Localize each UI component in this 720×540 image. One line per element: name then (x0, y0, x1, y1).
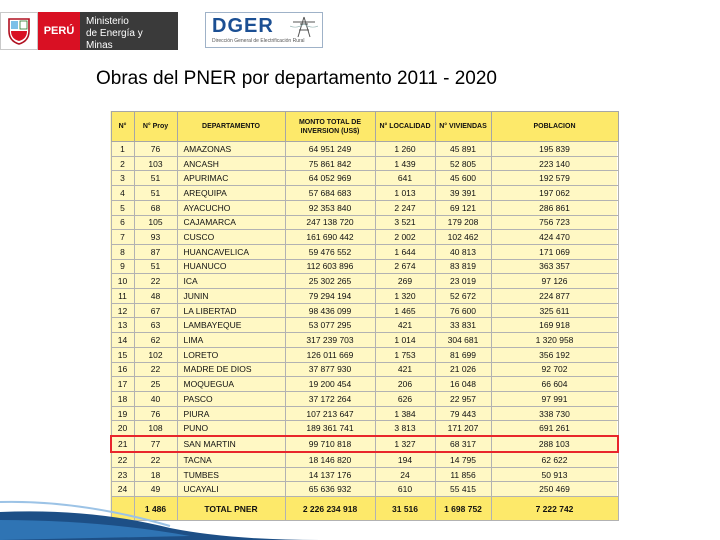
table-cell: 1 (111, 142, 134, 157)
total-cell: TOTAL PNER (177, 497, 285, 521)
table-cell: 304 681 (435, 333, 491, 348)
table-cell: 39 391 (435, 186, 491, 201)
table-cell: 25 (134, 377, 177, 392)
table-cell: PASCO (177, 391, 285, 406)
table-cell: 15 (111, 347, 134, 362)
table-cell: 1 327 (375, 436, 435, 452)
table-cell: 13 (111, 318, 134, 333)
table-cell: 126 011 669 (285, 347, 375, 362)
table-cell: 1 014 (375, 333, 435, 348)
table-cell: 107 213 647 (285, 406, 375, 421)
table-cell: 49 (134, 482, 177, 497)
table-cell: 52 672 (435, 289, 491, 304)
table-cell: 4 (111, 186, 134, 201)
table-cell: 325 611 (491, 303, 618, 318)
table-cell: 51 (134, 259, 177, 274)
table-cell: 18 (134, 467, 177, 482)
table-cell: 92 702 (491, 362, 618, 377)
table-cell: 50 913 (491, 467, 618, 482)
table-cell: 68 (134, 200, 177, 215)
table-cell: 37 877 930 (285, 362, 375, 377)
table-cell: 68 317 (435, 436, 491, 452)
table-cell: 69 121 (435, 200, 491, 215)
table-cell: 206 (375, 377, 435, 392)
table-cell: 40 (134, 391, 177, 406)
table-cell: 24 (111, 482, 134, 497)
table-cell: 1 260 (375, 142, 435, 157)
table-cell: 421 (375, 362, 435, 377)
table-cell: 105 (134, 215, 177, 230)
table-cell: 1 465 (375, 303, 435, 318)
table-cell: 610 (375, 482, 435, 497)
table-cell: PUNO (177, 421, 285, 436)
table-cell: 99 710 818 (285, 436, 375, 452)
table-cell: 1 384 (375, 406, 435, 421)
table-cell: AYACUCHO (177, 200, 285, 215)
table-cell: 76 600 (435, 303, 491, 318)
table-cell: 102 462 (435, 230, 491, 245)
table-cell: 51 (134, 171, 177, 186)
table-cell: HUANUCO (177, 259, 285, 274)
column-header: N° Proy (134, 112, 177, 142)
column-header: MONTO TOTAL DE INVERSION (US$) (285, 112, 375, 142)
table-cell: 1 644 (375, 244, 435, 259)
table-cell: 756 723 (491, 215, 618, 230)
table-cell: 363 357 (491, 259, 618, 274)
table-cell: 20 (111, 421, 134, 436)
table-cell: 18 146 820 (285, 452, 375, 467)
ministry-line-1: Ministerio (86, 16, 129, 27)
table-cell: 33 831 (435, 318, 491, 333)
table-cell: 65 636 932 (285, 482, 375, 497)
page-title: Obras del PNER por departamento 2011 - 2020 (96, 68, 497, 89)
table-cell: UCAYALI (177, 482, 285, 497)
table-cell: 103 (134, 156, 177, 171)
table-cell: AREQUIPA (177, 186, 285, 201)
table-cell: 421 (375, 318, 435, 333)
table-row (111, 406, 618, 421)
table-cell: 14 (111, 333, 134, 348)
table-cell: 195 839 (491, 142, 618, 157)
coat-of-arms-icon (0, 12, 38, 50)
table-cell: 62 (134, 333, 177, 348)
power-tower-icon (290, 16, 318, 38)
table-header-row (111, 112, 618, 142)
table-cell: 3 813 (375, 421, 435, 436)
table-cell: 75 861 842 (285, 156, 375, 171)
table-cell: 171 069 (491, 244, 618, 259)
table-cell: 62 622 (491, 452, 618, 467)
table-cell: 10 (111, 274, 134, 289)
table-cell: 14 137 176 (285, 467, 375, 482)
table-cell: 286 861 (491, 200, 618, 215)
table-cell: 77 (134, 436, 177, 452)
table-cell: 317 239 703 (285, 333, 375, 348)
dger-label: DGER (212, 15, 274, 37)
table-row (111, 171, 618, 186)
table-cell: 16 (111, 362, 134, 377)
table-cell: LA LIBERTAD (177, 303, 285, 318)
table-cell: 2 (111, 156, 134, 171)
table-cell: 79 443 (435, 406, 491, 421)
table-cell: 250 469 (491, 482, 618, 497)
table-row (111, 333, 618, 348)
table-cell: 23 019 (435, 274, 491, 289)
table-cell: 3 521 (375, 215, 435, 230)
table-cell: 2 002 (375, 230, 435, 245)
table-cell: 22 957 (435, 391, 491, 406)
table-cell: 19 (111, 406, 134, 421)
table-cell: 338 730 (491, 406, 618, 421)
table-cell: 1 439 (375, 156, 435, 171)
table-cell: 67 (134, 303, 177, 318)
table-cell: 14 795 (435, 452, 491, 467)
table-cell: 102 (134, 347, 177, 362)
total-cell: 2 226 234 918 (285, 497, 375, 521)
table-cell: 79 294 194 (285, 289, 375, 304)
table-cell: 2 247 (375, 200, 435, 215)
total-cell: 1 698 752 (435, 497, 491, 521)
table-cell: 64 052 969 (285, 171, 375, 186)
table-cell: 40 813 (435, 244, 491, 259)
table-row (111, 362, 618, 377)
table-row (111, 244, 618, 259)
table-row (111, 421, 618, 436)
decorative-swoosh (0, 450, 320, 540)
table-cell: MOQUEGUA (177, 377, 285, 392)
table-cell: 247 138 720 (285, 215, 375, 230)
table-cell: LIMA (177, 333, 285, 348)
table-cell: 37 172 264 (285, 391, 375, 406)
table-cell: 197 062 (491, 186, 618, 201)
table-cell: MADRE DE DIOS (177, 362, 285, 377)
table-cell: APURIMAC (177, 171, 285, 186)
table-cell: 97 991 (491, 391, 618, 406)
table-cell: 641 (375, 171, 435, 186)
table-cell: HUANCAVELICA (177, 244, 285, 259)
table-cell: 24 (375, 467, 435, 482)
ministry-line-2: de Energía y Minas (86, 28, 143, 51)
table-cell: TUMBES (177, 467, 285, 482)
total-cell: 7 222 742 (491, 497, 618, 521)
table-cell: 59 476 552 (285, 244, 375, 259)
table-cell: 288 103 (491, 436, 618, 452)
table-row (111, 215, 618, 230)
table-cell: CUSCO (177, 230, 285, 245)
table-cell: LAMBAYEQUE (177, 318, 285, 333)
table-cell: 108 (134, 421, 177, 436)
table-cell: 11 (111, 289, 134, 304)
dger-logo (205, 12, 323, 48)
table-cell: 16 048 (435, 377, 491, 392)
total-cell: 31 516 (375, 497, 435, 521)
table-cell: 18 (111, 391, 134, 406)
table-cell: 97 126 (491, 274, 618, 289)
table-cell: 21 026 (435, 362, 491, 377)
table-row (111, 142, 618, 157)
table-cell: CAJAMARCA (177, 215, 285, 230)
table-cell: 6 (111, 215, 134, 230)
table-row (111, 391, 618, 406)
table-cell: 23 (111, 467, 134, 482)
table-row (111, 274, 618, 289)
table-cell: 1 320 (375, 289, 435, 304)
table-row (111, 259, 618, 274)
column-header: N° (111, 112, 134, 142)
column-header: DEPARTAMENTO (177, 112, 285, 142)
table-cell: TACNA (177, 452, 285, 467)
table-cell: 9 (111, 259, 134, 274)
table-cell: 2 674 (375, 259, 435, 274)
table-cell: 691 261 (491, 421, 618, 436)
table-cell: 64 951 249 (285, 142, 375, 157)
table-row (111, 156, 618, 171)
table-cell: 194 (375, 452, 435, 467)
table-cell: 57 684 683 (285, 186, 375, 201)
table-cell: 25 302 265 (285, 274, 375, 289)
table-cell: ANCASH (177, 156, 285, 171)
table-cell: 76 (134, 142, 177, 157)
table-cell: 356 192 (491, 347, 618, 362)
table-row (111, 200, 618, 215)
table-cell: 169 918 (491, 318, 618, 333)
table-cell: 83 819 (435, 259, 491, 274)
table-cell: 161 690 442 (285, 230, 375, 245)
table-cell: 269 (375, 274, 435, 289)
column-header: N° VIVIENDAS (435, 112, 491, 142)
table-row (111, 303, 618, 318)
table-cell: 12 (111, 303, 134, 318)
ministry-name (80, 12, 178, 50)
table-cell: 1 753 (375, 347, 435, 362)
peru-label: PERÚ (38, 12, 80, 50)
table-cell: 17 (111, 377, 134, 392)
dger-subtitle: Dirección General de Electrificación Rural (212, 38, 305, 44)
table-cell: 22 (134, 362, 177, 377)
table-cell: 3 (111, 171, 134, 186)
table-cell: PIURA (177, 406, 285, 421)
table-cell: 45 891 (435, 142, 491, 157)
table-cell: 52 805 (435, 156, 491, 171)
table-cell: 8 (111, 244, 134, 259)
table-cell: JUNIN (177, 289, 285, 304)
table-cell: 192 579 (491, 171, 618, 186)
table-row (111, 318, 618, 333)
table-row (111, 289, 618, 304)
table-cell: SAN MARTIN (177, 436, 285, 452)
table-cell: 93 (134, 230, 177, 245)
table-cell: AMAZONAS (177, 142, 285, 157)
table-cell: 63 (134, 318, 177, 333)
table-cell: 53 077 295 (285, 318, 375, 333)
table-cell: 76 (134, 406, 177, 421)
table-cell: 189 361 741 (285, 421, 375, 436)
table-cell: 626 (375, 391, 435, 406)
table-row (111, 230, 618, 245)
table-cell: 21 (111, 436, 134, 452)
table-cell: 22 (134, 274, 177, 289)
table-cell: 55 415 (435, 482, 491, 497)
table-cell: 98 436 099 (285, 303, 375, 318)
table-cell: 92 353 840 (285, 200, 375, 215)
table-row (111, 347, 618, 362)
table-cell: 22 (134, 452, 177, 467)
column-header: N° LOCALIDAD (375, 112, 435, 142)
table-cell: 224 877 (491, 289, 618, 304)
table-row (111, 186, 618, 201)
table-cell: 51 (134, 186, 177, 201)
table-cell: 1 320 958 (491, 333, 618, 348)
table-cell: 22 (111, 452, 134, 467)
table-row (111, 377, 618, 392)
table-cell: 1 013 (375, 186, 435, 201)
table-cell: 11 856 (435, 467, 491, 482)
table-cell: 424 470 (491, 230, 618, 245)
table-cell: 7 (111, 230, 134, 245)
table-cell: LORETO (177, 347, 285, 362)
table-cell: 171 207 (435, 421, 491, 436)
table-cell: 87 (134, 244, 177, 259)
table-cell: 179 208 (435, 215, 491, 230)
table-cell: 48 (134, 289, 177, 304)
column-header: POBLACION (491, 112, 618, 142)
table-cell: 66 604 (491, 377, 618, 392)
table-cell: ICA (177, 274, 285, 289)
table-cell: 45 600 (435, 171, 491, 186)
table-cell: 81 699 (435, 347, 491, 362)
table-cell: 223 140 (491, 156, 618, 171)
table-cell: 5 (111, 200, 134, 215)
table-cell: 112 603 896 (285, 259, 375, 274)
peru-ministry-logo (0, 12, 178, 50)
table-cell: 19 200 454 (285, 377, 375, 392)
total-cell: 1 486 (134, 497, 177, 521)
